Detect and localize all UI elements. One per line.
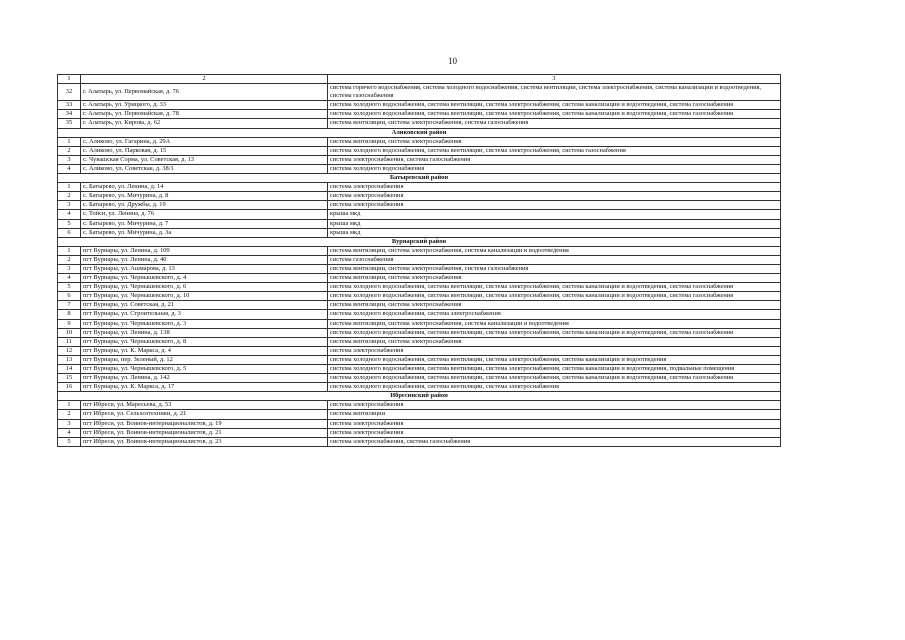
- row-address: пгт Вурнары, ул. Советская, д. 21: [81, 301, 328, 310]
- row-number: 1: [58, 137, 81, 146]
- row-systems: система электроснабжения: [328, 419, 781, 428]
- row-address: пгт Ибреси, ул. Воинов-интернационалистов, д. 23: [81, 437, 328, 446]
- row-systems: система холодного водоснабжения, система вентиляции, система электроснабжения, система газоснабжения: [328, 146, 781, 155]
- table-row: [58, 410, 781, 419]
- table-header-row: [58, 75, 781, 84]
- row-number: 33: [58, 101, 81, 110]
- row-number: 7: [58, 301, 81, 310]
- table-row: [58, 319, 781, 328]
- row-number: 3: [58, 155, 81, 164]
- row-systems: система электроснабжения, система газоснабжения: [328, 437, 781, 446]
- row-address: пгт Вурнары, ул. Ленина, д. 138: [81, 328, 328, 337]
- row-number: 10: [58, 328, 81, 337]
- row-address: с. Аликово, ул. Гагарина, д. 29А: [81, 137, 328, 146]
- row-systems: система горячего водоснабжения, система холодного водоснабжения, система вентиляции, система электроснабжения, система канализации и водоотведения, система газоснабжения: [328, 84, 781, 101]
- table-row: [58, 383, 781, 392]
- row-number: 3: [58, 201, 81, 210]
- row-address: пгт Вурнары, ул. К. Маркса, д. 17: [81, 383, 328, 392]
- row-number: 16: [58, 383, 81, 392]
- row-address: пгт Вурнары, ул. Чернышевского, д. 4: [81, 274, 328, 283]
- table-row: [58, 365, 781, 374]
- row-number: 2: [58, 410, 81, 419]
- table-row: [58, 401, 781, 410]
- row-systems: крыша мкд: [328, 210, 781, 219]
- row-number: 4: [58, 164, 81, 173]
- section-title: Вурнарский район: [58, 237, 781, 246]
- table-row: [58, 264, 781, 273]
- row-number: 6: [58, 228, 81, 237]
- row-systems: система электроснабжения: [328, 183, 781, 192]
- table-row: [58, 137, 781, 146]
- row-number: 34: [58, 110, 81, 119]
- table-row: [58, 255, 781, 264]
- row-number: 6: [58, 292, 81, 301]
- table-row: [58, 228, 781, 237]
- header-col-systems: 3: [328, 75, 781, 84]
- row-address: с. Аликово, ул. Советская, д. 38/1: [81, 164, 328, 173]
- row-address: пгт Вурнары, пер. Зеленый, д. 12: [81, 355, 328, 364]
- row-systems: система вентиляции, система электроснабжения, система газоснабжения: [328, 119, 781, 128]
- row-number: 5: [58, 219, 81, 228]
- row-address: г. Алатырь, ул. Урицкого, д. 33: [81, 101, 328, 110]
- row-address: с. Батырево, ул. Дружбы, д. 19: [81, 201, 328, 210]
- row-number: 12: [58, 346, 81, 355]
- section-title: Аликовский район: [58, 128, 781, 137]
- row-systems: система вентиляции: [328, 410, 781, 419]
- row-address: пгт Вурнары, ул. Чернышевского, д. 10: [81, 292, 328, 301]
- table-row: [58, 283, 781, 292]
- row-number: 13: [58, 355, 81, 364]
- row-systems: система холодного водоснабжения: [328, 164, 781, 173]
- row-number: 1: [58, 401, 81, 410]
- table-row: [58, 210, 781, 219]
- table-row: [58, 183, 781, 192]
- row-systems: система газоснабжения: [328, 255, 781, 264]
- row-systems: система холодного водоснабжения, система вентиляции, система электроснабжения, система канализации и водоотведения, система газоснабжения: [328, 292, 781, 301]
- table-row: [58, 192, 781, 201]
- page-number: 10: [448, 56, 457, 66]
- row-systems: система холодного водоснабжения, система вентиляции, система электроснабжения, система канализации и водоотведения, система газоснабжения: [328, 328, 781, 337]
- table-row: [58, 246, 781, 255]
- table-body: [58, 75, 781, 447]
- table-row: [58, 155, 781, 164]
- section-header-row: [58, 128, 781, 137]
- row-number: 1: [58, 183, 81, 192]
- row-number: 1: [58, 246, 81, 255]
- row-address: пгт Вурнары, ул. Чернышевского, д. 6: [81, 283, 328, 292]
- row-number: 2: [58, 192, 81, 201]
- section-title: Батыревский район: [58, 174, 781, 183]
- section-header-row: [58, 174, 781, 183]
- row-systems: система электроснабжения: [328, 192, 781, 201]
- table-row: [58, 101, 781, 110]
- row-address: г. Алатырь, ул. Первомайская, д. 78: [81, 110, 328, 119]
- row-address: пгт Ибреси, ул. Воинов-интернационалистов, д. 19: [81, 419, 328, 428]
- table-row: [58, 274, 781, 283]
- table-row: [58, 428, 781, 437]
- row-systems: крыша мкд: [328, 219, 781, 228]
- row-address: пгт Вурнары, ул. Ленина, д. 109: [81, 246, 328, 255]
- row-number: 2: [58, 146, 81, 155]
- row-number: 4: [58, 274, 81, 283]
- header-col-address: 2: [81, 75, 328, 84]
- row-number: 4: [58, 428, 81, 437]
- row-address: пгт Вурнары, ул. Чернышевского, д. 8: [81, 337, 328, 346]
- row-systems: система электроснабжения: [328, 428, 781, 437]
- row-systems: система холодного водоснабжения, система вентиляции, система электроснабжения, система канализации и водоотведения: [328, 355, 781, 364]
- row-systems: система вентиляции, система электроснабжения, система газоснабжения: [328, 264, 781, 273]
- row-address: с. Батырево, ул. Мичурина, д. 7: [81, 219, 328, 228]
- row-address: пгт Ибреси, ул. Воинов-интернационалистов, д. 21: [81, 428, 328, 437]
- section-title: Ибресинский район: [58, 392, 781, 401]
- row-systems: система холодного водоснабжения, система вентиляции, система электроснабжения, система канализации и водоотведения, система газоснабжения: [328, 374, 781, 383]
- row-address: с. Батырево, ул. Ленина, д. 14: [81, 183, 328, 192]
- row-number: 3: [58, 264, 81, 273]
- row-address: пгт Вурнары, ул. Строительная, д. 3: [81, 310, 328, 319]
- row-systems: система вентиляции, система электроснабжения, система канализации и водоотведения: [328, 246, 781, 255]
- row-address: с. Тойси, ул. Ленина, д. 76: [81, 210, 328, 219]
- row-systems: крыша мкд: [328, 228, 781, 237]
- table-row: [58, 219, 781, 228]
- row-systems: система вентиляции, система электроснабжения: [328, 274, 781, 283]
- table-row: [58, 419, 781, 428]
- row-systems: система электроснабжения, система газоснабжения: [328, 155, 781, 164]
- row-systems: система холодного водоснабжения, система вентиляции, система электроснабжения, система канализации и водоотведения, система газоснабжения: [328, 101, 781, 110]
- row-address: с. Аликово, ул. Парковая, д. 15: [81, 146, 328, 155]
- row-number: 15: [58, 374, 81, 383]
- row-number: 32: [58, 84, 81, 101]
- row-systems: система холодного водоснабжения, система электроснабжения: [328, 310, 781, 319]
- row-number: 5: [58, 437, 81, 446]
- row-systems: система вентиляции, система электроснабжения: [328, 337, 781, 346]
- row-number: 2: [58, 255, 81, 264]
- table-row: [58, 110, 781, 119]
- row-number: 14: [58, 365, 81, 374]
- table-row: [58, 201, 781, 210]
- row-address: пгт Вурнары, ул. Чернышевского, д. 3: [81, 319, 328, 328]
- row-systems: система электроснабжения: [328, 201, 781, 210]
- table-row: [58, 292, 781, 301]
- row-number: 5: [58, 283, 81, 292]
- row-number: 3: [58, 419, 81, 428]
- row-address: пгт Вурнары, ул. Ленина, д. 40: [81, 255, 328, 264]
- row-address: пгт Ибреси, ул. Сельхозтехники, д. 21: [81, 410, 328, 419]
- row-address: с. Батырево, ул. Мичурина, д. 3а: [81, 228, 328, 237]
- row-address: пгт Вурнары, ул. Чернышевского, д. 5: [81, 365, 328, 374]
- row-number: 8: [58, 310, 81, 319]
- section-header-row: [58, 237, 781, 246]
- row-address: г. Алатырь, ул. Первомайская, д. 76: [81, 84, 328, 101]
- section-header-row: [58, 392, 781, 401]
- row-number: 35: [58, 119, 81, 128]
- row-address: пгт Ибреси, ул. Маресьева, д. 53: [81, 401, 328, 410]
- table-row: [58, 355, 781, 364]
- row-address: г. Алатырь, ул. Кирова, д. 62: [81, 119, 328, 128]
- row-systems: система вентиляции, система электроснабжения: [328, 137, 781, 146]
- table-row: [58, 437, 781, 446]
- table-row: [58, 328, 781, 337]
- row-address: пгт Вурнары, ул. Ленина, д. 142: [81, 374, 328, 383]
- row-systems: система вентиляции, система электроснабжения: [328, 301, 781, 310]
- table-row: [58, 310, 781, 319]
- row-address: пгт Вурнары, ул. К. Маркса, д. 4: [81, 346, 328, 355]
- row-systems: система холодного водоснабжения, система вентиляции, система электроснабжения, система канализации и водоотведения, подвальные помещения: [328, 365, 781, 374]
- row-systems: система электроснабжения: [328, 401, 781, 410]
- row-systems: система холодного водоснабжения, система вентиляции, система электроснабжения, система канализации и водоотведения, система газоснабжения: [328, 283, 781, 292]
- objects-table: [57, 74, 781, 447]
- table-row: [58, 301, 781, 310]
- table-row: [58, 337, 781, 346]
- table-row: [58, 146, 781, 155]
- row-number: 9: [58, 319, 81, 328]
- table-row: [58, 119, 781, 128]
- table-row: [58, 84, 781, 101]
- row-number: 11: [58, 337, 81, 346]
- row-systems: система электроснабжения: [328, 346, 781, 355]
- row-address: с. Чувашская Сорма, ул. Советская, д. 13: [81, 155, 328, 164]
- row-number: 4: [58, 210, 81, 219]
- row-systems: система холодного водоснабжения, система вентиляции, система электроснабжения: [328, 383, 781, 392]
- row-address: пгт Вурнары, ул. Ашмарова, д. 13: [81, 264, 328, 273]
- header-col-number: 1: [58, 75, 81, 84]
- row-address: с. Батырево, ул. Мичурина, д. 8: [81, 192, 328, 201]
- row-systems: система вентиляции, система электроснабжения, система канализации и водоотведения: [328, 319, 781, 328]
- row-systems: система холодного водоснабжения, система вентиляции, система электроснабжения, система канализации и водоотведения, система газоснабжения: [328, 110, 781, 119]
- table-row: [58, 346, 781, 355]
- table-row: [58, 374, 781, 383]
- table-row: [58, 164, 781, 173]
